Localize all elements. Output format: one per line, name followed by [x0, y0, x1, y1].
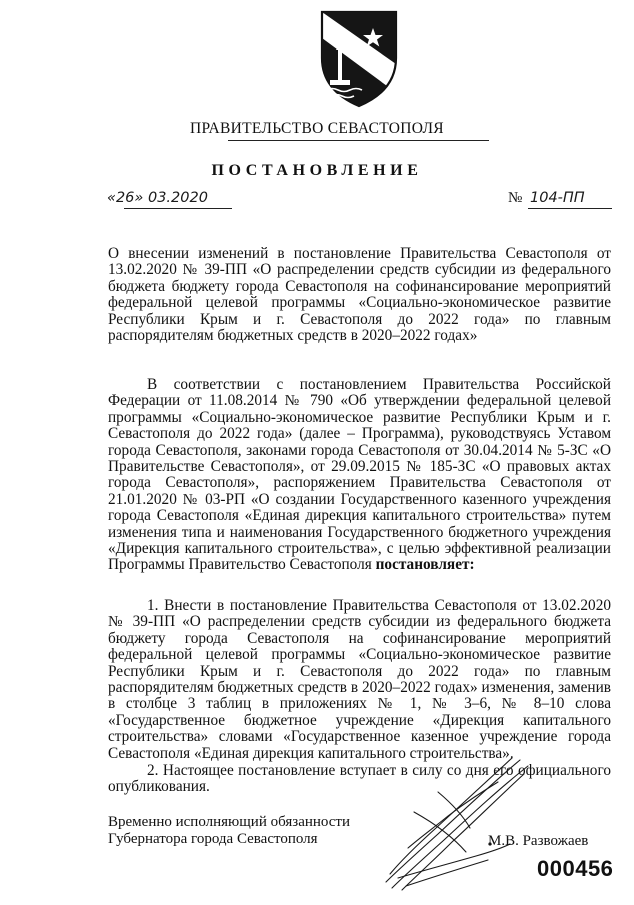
- document-subject: О внесении изменений в постановление Правительства Севастополя от 13.02.2020 № 39-ПП «О распределении средств субсидии из федерального бюджета бюджету города Севастополя на софинансирование мероприятий федеральной целевой программы «Социально-экономическое развитие Республики Крым и г. Севастополя до 2022 года» по главным распорядителям бюджетных средств в 2020–2022 годах»: [108, 245, 611, 345]
- number-label: №: [508, 190, 523, 206]
- document-date: [107, 190, 208, 206]
- resolution-item-1: 1. Внести в постановление Правительства Севастополя от 13.02.2020 № 39-ПП «О распределении средств субсидии из федерального бюджета бюджету города Севастополя на софинансирование мероприятий федеральной целевой программы «Социально-экономическое развитие Республики Крым и г. Севастополя до 2022 года» по главным распорядителям бюджетных средств в 2020–2022 годах» изменения, заменив в столбце 3 таблиц в приложениях № 1, № 3–6, № 8–10 слова «Государственное бюджетное учреждение «Дирекция капитального строительства» словами «Государственное казенное учреждение города Севастополя «Единая дирекция капитального строительства».: [108, 597, 611, 762]
- date-underline: [124, 208, 232, 209]
- document-title: ПОСТАНОВЛЕНИЕ: [211, 162, 423, 179]
- signer-role-line-1: Временно исполняющий обязанности: [108, 814, 351, 830]
- decision-word: постановляет:: [375, 556, 475, 574]
- signer-role-line-2: Губернатора города Севастополя: [108, 831, 318, 847]
- date-day: 26: [115, 190, 135, 206]
- signer-role: [108, 814, 350, 848]
- sevastopol-coat-of-arms-icon: [318, 8, 400, 108]
- resolution-item-2: 2. Настоящее постановление вступает в силу со дня его официального опубликования.: [108, 762, 611, 796]
- header-divider: [228, 140, 489, 141]
- preamble-paragraph: [108, 377, 611, 574]
- signer-name: М.В. Развожаев: [488, 833, 589, 849]
- date-close-quote: »: [134, 190, 144, 206]
- handwritten-signature-icon: [378, 752, 538, 894]
- number-underline: [528, 208, 612, 209]
- document-number: 104-ПП: [530, 190, 585, 206]
- preamble-text: В соответствии с постановлением Правительства Российской Федерации от 11.08.2014 № 790 «Об утверждении федеральной целевой программы «Социально-экономическое развитие Республики Крым и г. Севастополя до 2022 года» (далее – Программа), руководствуясь Уставом города Севастополя, законами города Севастополя от 30.04.2014 № 5-ЗС «О Правительстве Севастополя», от 29.09.2015 № 185-ЗС «О правовых актах города Севастополя», распоряжением Правительства Севастополя от 21.01.2020 № 03-РП «О создании Государственного казенного учреждения города Севастополя «Единая дирекция капитального строительства» путем изменения типа и наименования Государственного бюджетного учреждения «Дирекция капитального строительства», с целью эффективной реализации Программы Правительство Севастополя: [108, 376, 611, 574]
- date-open-quote: «: [107, 190, 116, 206]
- date-month-year: 03.2020: [147, 190, 208, 206]
- organization-name: ПРАВИТЕЛЬСТВО СЕВАСТОПОЛЯ: [190, 120, 444, 137]
- registration-number: 000456: [537, 856, 614, 881]
